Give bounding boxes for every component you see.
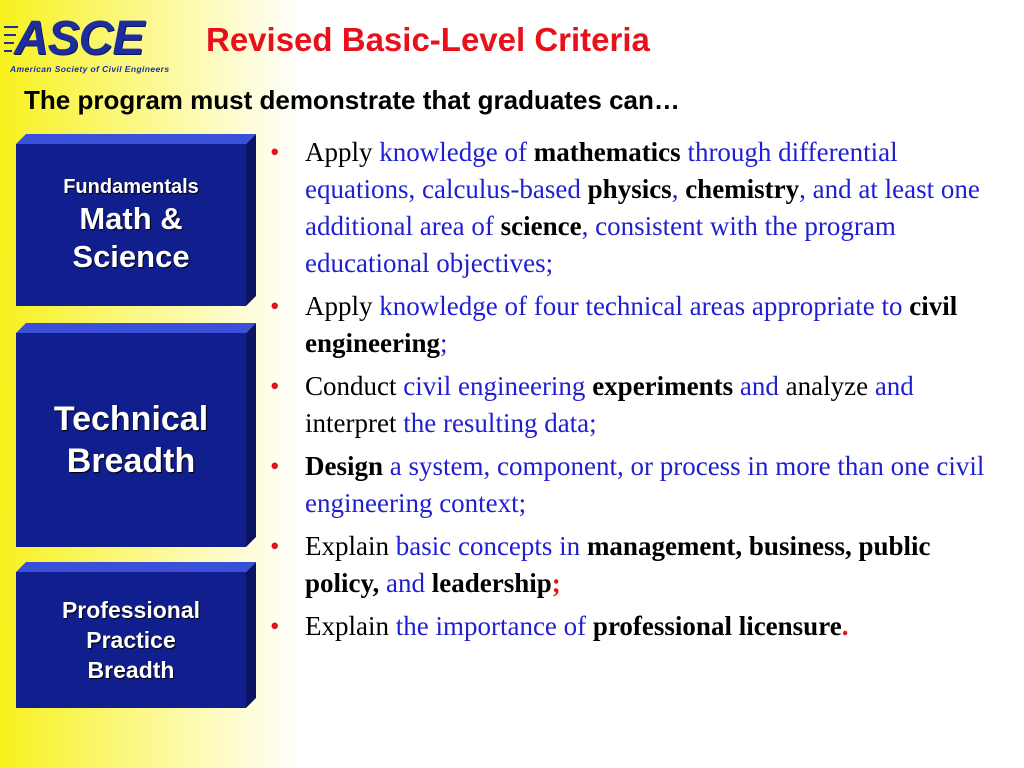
criteria-text-segment: physics bbox=[587, 174, 672, 204]
box-technical-breadth bbox=[16, 323, 256, 547]
criteria-text-segment: ; bbox=[440, 328, 448, 358]
box-professional-practice-text bbox=[16, 572, 246, 708]
criteria-item bbox=[268, 288, 1008, 362]
criteria-list bbox=[268, 134, 1008, 651]
criteria-text-segment: ; bbox=[551, 568, 561, 598]
criteria-text-segment: civil engineering bbox=[403, 371, 593, 401]
criteria-text-segment: , and at least one additional area of bbox=[305, 174, 980, 241]
slide-subtitle: The program must demonstrate that graduates can… bbox=[24, 85, 680, 115]
box-label: Math & bbox=[79, 201, 183, 236]
box-label: Technical bbox=[53, 400, 209, 438]
box-label: Breadth bbox=[66, 442, 196, 480]
bullet-dot-icon: • bbox=[270, 371, 280, 401]
box-label: Professional bbox=[61, 597, 201, 623]
bullet-dot-icon: • bbox=[270, 451, 280, 481]
box-label: Breadth bbox=[87, 657, 175, 683]
slide-title: Revised Basic-Level Criteria bbox=[206, 21, 650, 58]
criteria-item bbox=[268, 448, 1008, 522]
criteria-text-segment: civil engineering bbox=[305, 291, 958, 358]
criteria-text-segment: . bbox=[841, 611, 849, 641]
box-math-science-text bbox=[16, 144, 246, 306]
bullet-dot-icon: • bbox=[270, 611, 280, 641]
logo-word: ASCE bbox=[14, 12, 144, 65]
criteria-item bbox=[268, 134, 1008, 282]
criteria-text-segment: management, business, public policy, bbox=[305, 531, 931, 598]
criteria-text-segment: Explain bbox=[305, 611, 396, 641]
box-label: Practice bbox=[86, 627, 176, 653]
box-technical-breadth-text bbox=[16, 333, 246, 547]
box-label: Fundamentals bbox=[63, 176, 199, 198]
criteria-text-segment: leadership bbox=[431, 568, 552, 598]
logo-subtitle: American Society of Civil Engineers bbox=[10, 64, 170, 74]
criteria-text-segment: knowledge of four technical areas appropriate to bbox=[379, 291, 910, 321]
criteria-text-segment: Apply bbox=[305, 137, 380, 167]
criteria-text-segment: and bbox=[379, 568, 432, 598]
criteria-text-segment: interpret bbox=[305, 408, 404, 438]
criteria-text-segment: science bbox=[500, 211, 582, 241]
criteria-text-segment: the resulting data; bbox=[403, 408, 597, 438]
criteria-text-segment: and bbox=[733, 371, 786, 401]
criteria-text-segment: knowledge of bbox=[379, 137, 534, 167]
criteria-text-segment: experiments bbox=[592, 371, 734, 401]
box-label: Science bbox=[72, 239, 190, 274]
criteria-text-segment: through differential equations, calculus-based bbox=[305, 137, 898, 204]
criteria-text-segment: , bbox=[671, 174, 686, 204]
criteria-item bbox=[268, 528, 1008, 602]
logo-stripe bbox=[4, 50, 12, 52]
criteria-text-segment: Explain bbox=[305, 531, 396, 561]
criteria-text-segment: Apply bbox=[305, 291, 380, 321]
criteria-text-segment: the importance of bbox=[395, 611, 593, 641]
criteria-text-segment: Design bbox=[305, 451, 384, 481]
criteria-text-segment: mathematics bbox=[533, 137, 681, 167]
bullet-dot-icon: • bbox=[270, 531, 280, 561]
box-professional-practice bbox=[16, 562, 256, 708]
criteria-text-segment: chemistry bbox=[685, 174, 800, 204]
criteria-text-segment: Conduct bbox=[305, 371, 404, 401]
criteria-text-segment: and bbox=[874, 371, 914, 401]
bullet-dot-icon: • bbox=[270, 137, 280, 167]
box-math-science bbox=[16, 134, 256, 306]
bullet-dot-icon: • bbox=[270, 291, 280, 321]
logo-stripe bbox=[4, 42, 14, 44]
criteria-text-segment: analyze bbox=[785, 371, 875, 401]
criteria-text-segment: , consistent with the program educational objectives; bbox=[305, 211, 896, 278]
criteria-item bbox=[268, 368, 1008, 442]
criteria-text-segment: professional licensure bbox=[592, 611, 842, 641]
criteria-text-segment: a system, component, or process in more than one civil engineering context; bbox=[305, 451, 985, 518]
asce-logo bbox=[4, 14, 174, 76]
criteria-item bbox=[268, 608, 1008, 645]
criteria-text-segment: basic concepts in bbox=[395, 531, 587, 561]
